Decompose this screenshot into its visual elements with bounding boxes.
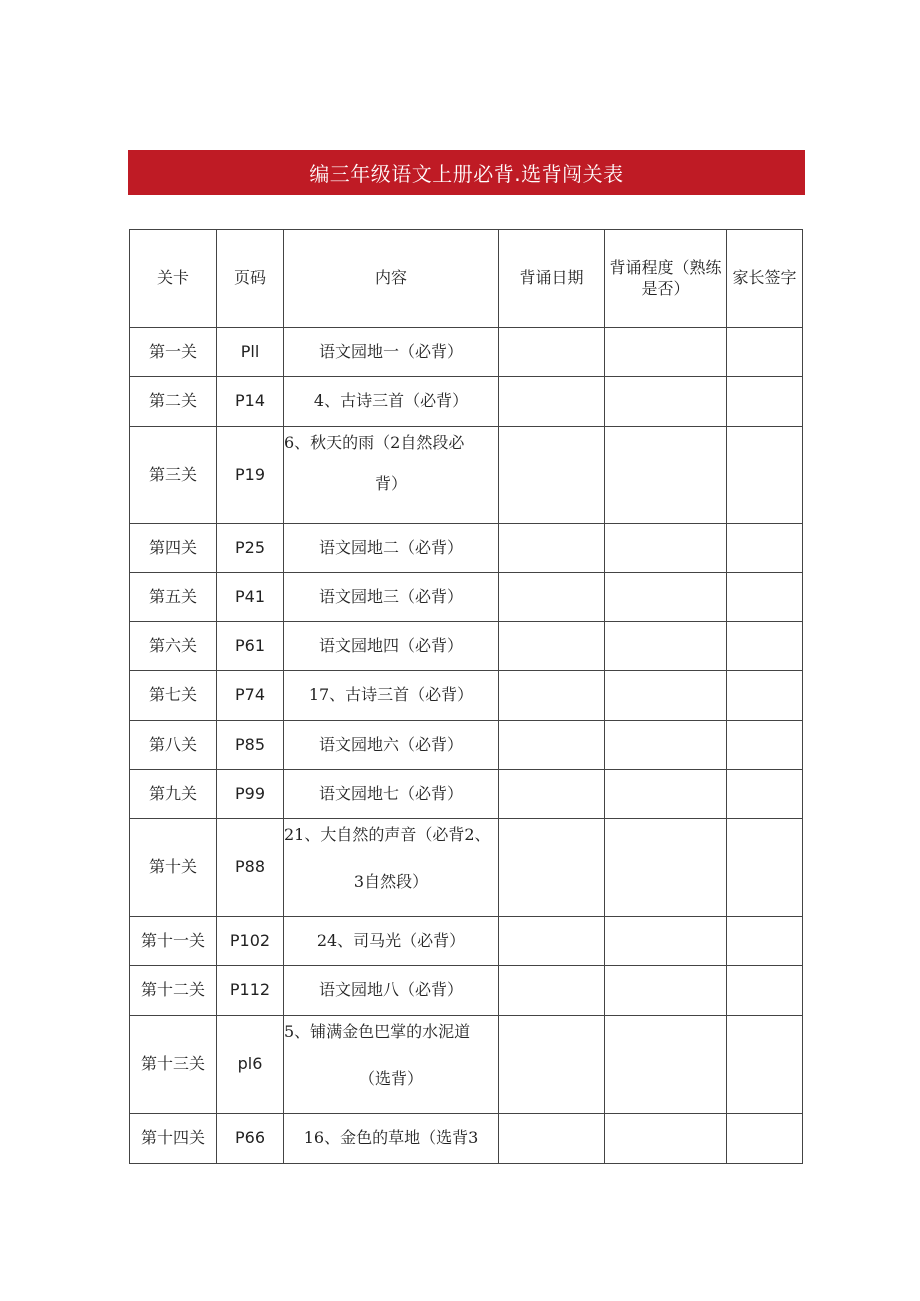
content-cell <box>284 427 499 524</box>
level-cell: 第四关 <box>130 524 217 573</box>
signature-cell[interactable] <box>727 819 803 917</box>
header-level: 关卡 <box>130 230 217 328</box>
content-cell <box>284 1016 499 1114</box>
table-row <box>130 721 803 770</box>
page-cell: P85 <box>217 721 284 770</box>
proficiency-cell[interactable] <box>605 328 727 377</box>
level-cell: 第十关 <box>130 819 217 917</box>
content-cell: 语文园地七（必背） <box>284 770 499 819</box>
content-line: 3自然段） <box>353 871 429 891</box>
proficiency-cell[interactable] <box>605 573 727 622</box>
signature-cell[interactable] <box>727 770 803 819</box>
proficiency-cell[interactable] <box>605 1114 727 1164</box>
header-proficiency: 背诵程度（熟练是否） <box>605 230 727 328</box>
proficiency-cell[interactable] <box>605 819 727 917</box>
level-cell: 第十四关 <box>130 1114 217 1164</box>
date-cell[interactable] <box>499 721 605 770</box>
page-cell: P102 <box>217 917 284 966</box>
table-row <box>130 671 803 721</box>
table-row <box>130 573 803 622</box>
level-cell: 第十三关 <box>130 1016 217 1114</box>
page-cell: pl6 <box>217 1016 284 1114</box>
level-cell: 第三关 <box>130 427 217 524</box>
content-cell: 语文园地六（必背） <box>284 721 499 770</box>
table-row <box>130 917 803 966</box>
content-line: 5、铺满金色巴掌的水泥道 <box>284 1022 471 1041</box>
proficiency-cell[interactable] <box>605 377 727 427</box>
date-cell[interactable] <box>499 622 605 671</box>
content-line: 背） <box>374 473 407 493</box>
header-page: 页码 <box>217 230 284 328</box>
content-line: （选背） <box>358 1068 423 1088</box>
page-cell: P14 <box>217 377 284 427</box>
page-title: 编三年级语文上册必背.选背闯关表 <box>128 150 805 195</box>
level-cell: 第一关 <box>130 328 217 377</box>
header-date: 背诵日期 <box>499 230 605 328</box>
date-cell[interactable] <box>499 1114 605 1164</box>
table-row <box>130 966 803 1016</box>
date-cell[interactable] <box>499 328 605 377</box>
table-row <box>130 1016 803 1114</box>
table-row <box>130 377 803 427</box>
level-cell: 第八关 <box>130 721 217 770</box>
proficiency-cell[interactable] <box>605 1016 727 1114</box>
proficiency-cell[interactable] <box>605 671 727 721</box>
date-cell[interactable] <box>499 819 605 917</box>
content-cell: 语文园地四（必背） <box>284 622 499 671</box>
checklist-table <box>129 229 803 1164</box>
signature-cell[interactable] <box>727 622 803 671</box>
date-cell[interactable] <box>499 917 605 966</box>
page-cell: P66 <box>217 1114 284 1164</box>
header-signature: 家长签字 <box>727 230 803 328</box>
level-cell: 第五关 <box>130 573 217 622</box>
level-cell: 第六关 <box>130 622 217 671</box>
content-cell: 16、金色的草地（选背3 <box>284 1114 499 1164</box>
page-cell: P41 <box>217 573 284 622</box>
header-row <box>130 230 803 328</box>
content-line: 21、大自然的声音（必背2、 <box>284 825 491 844</box>
page-cell: P99 <box>217 770 284 819</box>
table-row <box>130 427 803 524</box>
proficiency-cell[interactable] <box>605 427 727 524</box>
signature-cell[interactable] <box>727 427 803 524</box>
signature-cell[interactable] <box>727 966 803 1016</box>
content-cell: 17、古诗三首（必背） <box>284 671 499 721</box>
date-cell[interactable] <box>499 671 605 721</box>
page-cell: P112 <box>217 966 284 1016</box>
level-cell: 第十一关 <box>130 917 217 966</box>
proficiency-cell[interactable] <box>605 721 727 770</box>
table-row <box>130 328 803 377</box>
date-cell[interactable] <box>499 966 605 1016</box>
content-cell: 语文园地一（必背） <box>284 328 499 377</box>
page-cell: P19 <box>217 427 284 524</box>
content-cell: 4、古诗三首（必背） <box>284 377 499 427</box>
page-cell: Pll <box>217 328 284 377</box>
content-cell: 语文园地三（必背） <box>284 573 499 622</box>
proficiency-cell[interactable] <box>605 622 727 671</box>
proficiency-cell[interactable] <box>605 966 727 1016</box>
table-row <box>130 524 803 573</box>
signature-cell[interactable] <box>727 917 803 966</box>
proficiency-cell[interactable] <box>605 917 727 966</box>
proficiency-cell[interactable] <box>605 524 727 573</box>
date-cell[interactable] <box>499 1016 605 1114</box>
signature-cell[interactable] <box>727 671 803 721</box>
signature-cell[interactable] <box>727 573 803 622</box>
header-content: 内容 <box>284 230 499 328</box>
table-row <box>130 1114 803 1164</box>
page-cell: P61 <box>217 622 284 671</box>
signature-cell[interactable] <box>727 1016 803 1114</box>
content-cell: 语文园地二（必背） <box>284 524 499 573</box>
page-cell: P25 <box>217 524 284 573</box>
signature-cell[interactable] <box>727 1114 803 1164</box>
level-cell: 第九关 <box>130 770 217 819</box>
date-cell[interactable] <box>499 524 605 573</box>
level-cell: 第十二关 <box>130 966 217 1016</box>
table-row <box>130 819 803 917</box>
content-cell: 24、司马光（必背） <box>284 917 499 966</box>
level-cell: 第七关 <box>130 671 217 721</box>
signature-cell[interactable] <box>727 524 803 573</box>
proficiency-cell[interactable] <box>605 770 727 819</box>
signature-cell[interactable] <box>727 721 803 770</box>
table-row <box>130 622 803 671</box>
level-cell: 第二关 <box>130 377 217 427</box>
date-cell[interactable] <box>499 427 605 524</box>
signature-cell[interactable] <box>727 377 803 427</box>
page-cell: P88 <box>217 819 284 917</box>
content-line: 6、秋天的雨（2自然段必 <box>284 433 465 452</box>
content-cell <box>284 819 499 917</box>
page-cell: P74 <box>217 671 284 721</box>
date-cell[interactable] <box>499 573 605 622</box>
content-cell: 语文园地八（必背） <box>284 966 499 1016</box>
signature-cell[interactable] <box>727 328 803 377</box>
table-row <box>130 770 803 819</box>
date-cell[interactable] <box>499 377 605 427</box>
date-cell[interactable] <box>499 770 605 819</box>
